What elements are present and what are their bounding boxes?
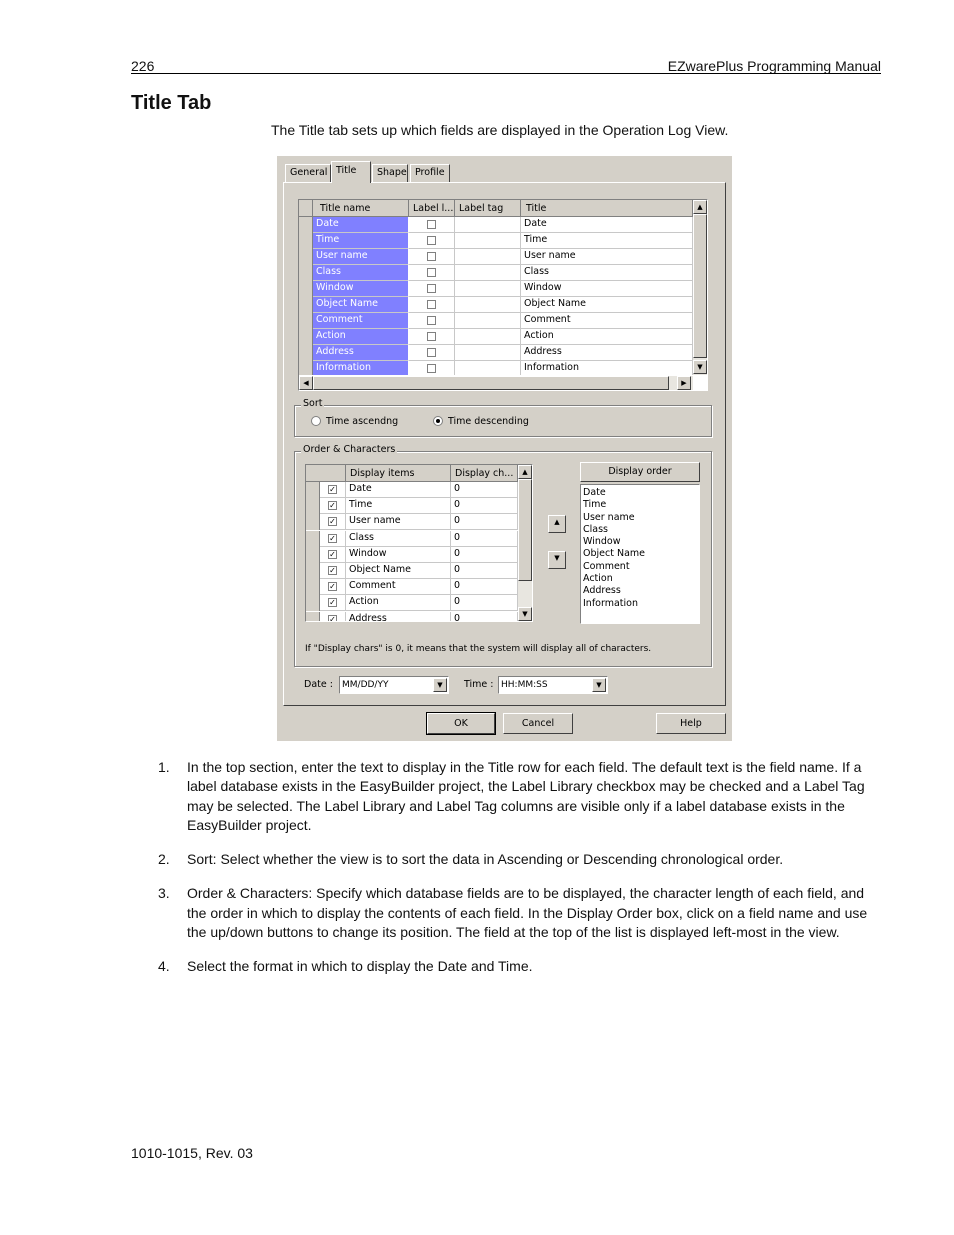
label-tag-cell[interactable]	[455, 233, 521, 249]
table-row[interactable]	[306, 482, 518, 498]
table-row[interactable]	[306, 579, 518, 595]
chevron-down-icon[interactable]: ▼	[592, 678, 606, 692]
row-header[interactable]	[306, 579, 320, 595]
display-chars-note: If "Display chars" is 0, it means that the system will display all of characters.	[305, 644, 652, 654]
date-label: Date :	[304, 679, 333, 690]
display-chars-cell[interactable]: 0	[451, 547, 518, 563]
step-text: Sort: Select whether the view is to sort the data in Ascending or Descending chronological order.	[187, 851, 784, 868]
display-checkbox-cell	[320, 482, 346, 498]
display-item-cell[interactable]: Window	[346, 547, 451, 563]
table-row[interactable]	[306, 531, 518, 547]
display-item-cell[interactable]: Address	[346, 612, 451, 621]
title-cell[interactable]: Action	[521, 329, 693, 345]
time-ascending-label: Time ascendng	[326, 416, 399, 427]
scroll-up-icon[interactable]: ▲	[518, 465, 532, 479]
title-name-cell[interactable]: Comment	[313, 313, 409, 329]
time-format-value: HH:MM:SS	[501, 680, 548, 690]
label-library-cell	[409, 265, 455, 281]
display-checkbox-cell	[320, 531, 346, 547]
label-library-cell	[409, 313, 455, 329]
list-item[interactable]: Action	[583, 573, 613, 585]
table-row[interactable]	[306, 514, 518, 530]
table-row[interactable]	[299, 329, 693, 345]
title-cell[interactable]: User name	[521, 249, 693, 265]
display-checkbox-cell	[320, 498, 346, 514]
table-row[interactable]	[306, 595, 518, 611]
label-library-checkbox[interactable]	[427, 236, 436, 245]
title-cell[interactable]: Address	[521, 345, 693, 361]
check-icon[interactable]: ✓	[329, 485, 336, 494]
display-item-cell[interactable]: Comment	[346, 579, 451, 595]
display-chars-cell[interactable]: 0	[451, 482, 518, 498]
title-cell[interactable]: Class	[521, 265, 693, 281]
row-header[interactable]	[306, 547, 320, 563]
row-header[interactable]	[299, 297, 313, 313]
display-item-cell[interactable]: Time	[346, 498, 451, 514]
col-label-library: Label l...	[409, 200, 455, 217]
time-descending-label: Time descending	[448, 416, 529, 427]
display-chars-cell[interactable]: 0	[451, 595, 518, 611]
row-header[interactable]	[306, 531, 320, 547]
row-header[interactable]	[299, 329, 313, 345]
footer-doc-number: 1010-1015, Rev. 03	[131, 1145, 253, 1161]
manual-title: EZwarePlus Programming Manual	[667, 58, 881, 74]
title-grid-hscroll[interactable]	[299, 376, 693, 390]
scroll-down-icon[interactable]: ▼	[693, 360, 707, 374]
label-tag-cell[interactable]	[455, 361, 521, 375]
col-display-chars: Display ch...	[451, 465, 518, 482]
title-name-cell[interactable]: Object Name	[313, 297, 409, 313]
display-chars-cell[interactable]: 0	[451, 498, 518, 514]
check-icon[interactable]: ✓	[329, 566, 336, 575]
list-item[interactable]: Comment	[583, 560, 630, 572]
label-tag-cell[interactable]	[455, 297, 521, 313]
label-library-checkbox[interactable]	[427, 268, 436, 277]
check-icon[interactable]: ✓	[329, 517, 336, 527]
check-icon[interactable]: ✓	[329, 501, 336, 511]
label-library-cell	[409, 233, 455, 249]
date-format-value: MM/DD/YY	[342, 680, 389, 690]
row-header[interactable]	[306, 563, 320, 579]
order-characters-group	[294, 444, 712, 667]
display-chars-cell[interactable]: 0	[451, 579, 518, 595]
row-header[interactable]	[306, 612, 320, 621]
display-checkbox-cell	[320, 563, 346, 579]
title-cell[interactable]: Time	[521, 233, 693, 249]
time-descending-radio[interactable]	[433, 416, 443, 426]
tab-shape[interactable]: Shape	[372, 164, 408, 182]
tab-title[interactable]: Title	[331, 161, 371, 183]
label-library-checkbox[interactable]	[427, 284, 436, 293]
title-name-cell[interactable]: Window	[313, 281, 409, 297]
display-checkbox-cell	[320, 547, 346, 563]
title-cell[interactable]: Date	[521, 217, 693, 233]
label-library-checkbox[interactable]	[427, 252, 436, 261]
label-library-checkbox[interactable]	[427, 348, 436, 357]
label-library-cell	[409, 361, 455, 375]
table-row[interactable]	[306, 547, 518, 563]
col-title: Title	[521, 200, 693, 217]
check-icon[interactable]: ✓	[329, 533, 336, 543]
label-library-checkbox[interactable]	[427, 300, 436, 309]
row-header[interactable]	[306, 482, 320, 498]
scroll-right-icon[interactable]: ▶	[677, 376, 691, 390]
title-cell[interactable]: Window	[521, 281, 693, 297]
row-header[interactable]	[299, 361, 313, 375]
display-order-list[interactable]	[580, 484, 700, 624]
page-number: 226	[131, 58, 155, 74]
object-settings-dialog	[277, 156, 732, 741]
row-header[interactable]	[306, 595, 320, 611]
label-library-checkbox[interactable]	[427, 220, 436, 229]
title-cell[interactable]: Information	[521, 361, 693, 375]
display-checkbox-cell	[320, 514, 346, 530]
section-title: Title Tab	[131, 92, 212, 114]
row-header[interactable]	[299, 313, 313, 329]
label-tag-cell[interactable]	[455, 265, 521, 281]
title-name-cell[interactable]: Information	[313, 361, 409, 375]
list-item[interactable]: Address	[583, 585, 621, 597]
label-library-cell	[409, 281, 455, 297]
label-tag-cell[interactable]	[455, 345, 521, 361]
table-row[interactable]	[299, 281, 693, 297]
display-items-grid	[305, 464, 533, 622]
table-row[interactable]	[299, 249, 693, 265]
table-row[interactable]	[306, 612, 518, 621]
list-item[interactable]: Window	[583, 536, 621, 548]
hscroll-thumb[interactable]	[313, 376, 669, 390]
step-text: In the top section, enter the text to display in the Title row for each field. The default text is the field name. If a label database exists in the EasyBuilder project, the Label Library checkbox may be checked and a Label Tag may be selected. The Label Library and Label Tag columns are visible only if a label database exists in the EasyBuilder project.	[187, 759, 865, 833]
table-row[interactable]	[299, 233, 693, 249]
table-row[interactable]	[299, 361, 693, 375]
label-library-cell	[409, 217, 455, 233]
list-item[interactable]: Date	[583, 487, 606, 498]
tab-profile[interactable]: Profile	[410, 164, 450, 182]
sort-group-label: Sort	[303, 398, 323, 409]
display-chars-cell[interactable]: 0	[451, 531, 518, 547]
row-header[interactable]	[299, 265, 313, 281]
scroll-thumb[interactable]	[693, 214, 707, 358]
label-library-cell	[409, 249, 455, 265]
list-item[interactable]: User name	[583, 511, 635, 523]
header-rule	[131, 73, 881, 74]
check-icon[interactable]: ✓	[329, 582, 336, 592]
list-item	[158, 758, 882, 835]
row-header[interactable]	[299, 281, 313, 297]
list-item[interactable]: Object Name	[583, 548, 645, 560]
label-tag-cell[interactable]	[455, 281, 521, 297]
col-display-items: Display items	[346, 465, 451, 482]
label-library-checkbox[interactable]	[427, 332, 436, 341]
step-number: 2.	[158, 851, 170, 868]
title-name-cell[interactable]: Date	[313, 217, 409, 233]
table-row[interactable]	[306, 563, 518, 579]
row-header[interactable]	[306, 498, 320, 514]
title-cell[interactable]: Object Name	[521, 297, 693, 313]
check-icon[interactable]: ✓	[328, 615, 337, 621]
scroll-down-icon[interactable]: ▼	[518, 607, 532, 621]
tab-general[interactable]: General	[285, 164, 331, 182]
scroll-thumb[interactable]	[518, 479, 532, 581]
display-item-cell[interactable]: Date	[346, 482, 451, 498]
list-item	[158, 850, 882, 869]
step-number: 3.	[158, 885, 170, 902]
display-checkbox-cell	[320, 612, 346, 621]
step-text: Order & Characters: Specify which database fields are to be displayed, the character length of each field, and the order in which to display the contents of each field. In the Display Order box, click on a field name and use the up/down buttons to change its position. The field at the top of the list is displayed left-most in the view.	[187, 885, 868, 941]
list-item[interactable]: Class	[583, 523, 608, 535]
check-icon[interactable]: ✓	[329, 549, 336, 559]
display-checkbox-cell	[320, 579, 346, 595]
label-library-cell	[409, 345, 455, 361]
table-row[interactable]	[299, 265, 693, 281]
row-header[interactable]	[299, 249, 313, 265]
title-cell[interactable]: Comment	[521, 313, 693, 329]
check-icon[interactable]: ✓	[329, 598, 336, 608]
title-name-cell[interactable]: Action	[313, 329, 409, 345]
title-grid-vscroll[interactable]	[693, 200, 707, 375]
row-header[interactable]	[306, 514, 320, 530]
list-item	[158, 957, 882, 976]
display-item-cell[interactable]: Object Name	[346, 563, 451, 579]
chevron-down-icon[interactable]: ▼	[433, 678, 447, 692]
help-button[interactable]: Help	[656, 713, 726, 734]
time-ascending-radio[interactable]	[311, 416, 321, 426]
label-tag-cell[interactable]	[455, 313, 521, 329]
intro-text: The Title tab sets up which fields are displayed in the Operation Log View.	[271, 122, 729, 138]
corner-header	[299, 200, 313, 217]
title-name-cell[interactable]: User name	[313, 249, 409, 265]
title-name-cell[interactable]: Class	[313, 265, 409, 281]
corner-header	[306, 465, 346, 482]
time-format-select[interactable]	[498, 676, 608, 694]
table-row[interactable]	[306, 498, 518, 514]
step-number: 1.	[158, 759, 170, 775]
move-down-button[interactable]: ▼	[548, 551, 566, 569]
title-name-cell[interactable]: Time	[313, 233, 409, 249]
title-name-cell[interactable]: Address	[313, 345, 409, 361]
label-tag-cell[interactable]	[455, 329, 521, 345]
move-up-button[interactable]: ▲	[548, 515, 566, 533]
col-title-name: Title name	[313, 200, 409, 217]
col-label-tag: Label tag	[455, 200, 521, 217]
instruction-steps	[158, 758, 882, 992]
step-number: 4.	[158, 958, 170, 975]
table-row[interactable]	[299, 345, 693, 361]
label-library-cell	[409, 297, 455, 313]
scroll-left-icon[interactable]: ◀	[299, 376, 313, 390]
display-checkbox-cell	[320, 595, 346, 611]
scroll-up-icon[interactable]: ▲	[693, 200, 707, 214]
display-item-cell[interactable]: Class	[346, 531, 451, 547]
table-row[interactable]	[299, 217, 693, 233]
step-text: Select the format in which to display the Date and Time.	[187, 958, 533, 975]
title-tab-panel	[283, 182, 726, 706]
display-item-cell[interactable]: Action	[346, 595, 451, 611]
date-format-select[interactable]	[339, 676, 449, 694]
display-chars-cell[interactable]: 0	[451, 514, 518, 530]
row-header[interactable]	[299, 217, 313, 233]
label-library-checkbox[interactable]	[427, 364, 436, 373]
ok-button[interactable]: OK	[427, 713, 495, 734]
display-order-button[interactable]: Display order	[580, 462, 700, 482]
display-chars-cell[interactable]: 0	[451, 612, 518, 621]
list-item	[158, 884, 882, 942]
label-tag-cell[interactable]	[455, 249, 521, 265]
row-header[interactable]	[299, 345, 313, 361]
title-grid	[298, 199, 708, 391]
row-header[interactable]	[299, 233, 313, 249]
display-item-cell[interactable]: User name	[346, 514, 451, 530]
cancel-button[interactable]: Cancel	[503, 713, 573, 734]
label-library-cell	[409, 329, 455, 345]
list-item[interactable]: Information	[583, 597, 638, 609]
list-item[interactable]: Time	[583, 499, 607, 511]
label-library-checkbox[interactable]	[427, 316, 436, 325]
table-row[interactable]	[299, 297, 693, 313]
time-label: Time :	[464, 679, 494, 690]
table-row[interactable]	[299, 313, 693, 329]
sort-group	[294, 398, 712, 437]
display-chars-cell[interactable]: 0	[451, 563, 518, 579]
label-tag-cell[interactable]	[455, 217, 521, 233]
display-items-vscroll[interactable]	[518, 465, 532, 621]
order-group-label: Order & Characters	[303, 444, 396, 455]
